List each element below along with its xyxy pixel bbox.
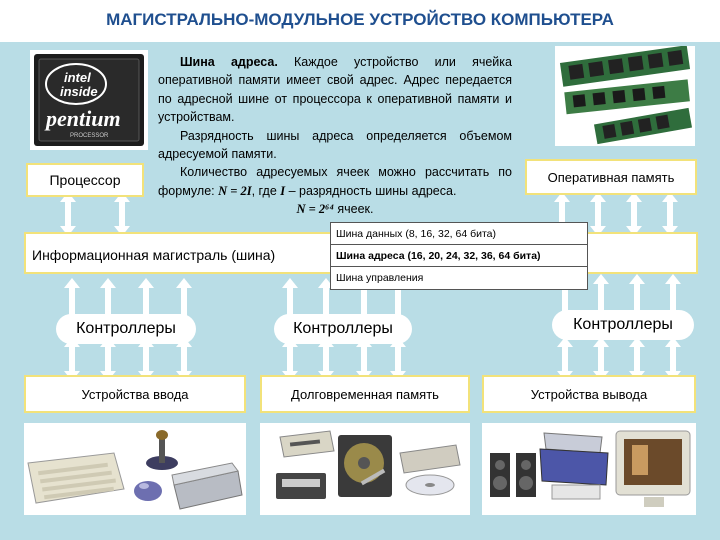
monitor-icon bbox=[616, 431, 690, 507]
input-devices-box bbox=[24, 375, 246, 413]
text-p1: Каждое устройство или ячейка оперативной памяти имеет свой адрес. Адрес передается по адресной шине от процессора к оперативной памяти и устройствам. bbox=[158, 55, 512, 125]
controllers-label: Контроллеры bbox=[76, 320, 176, 337]
scanner-icon bbox=[172, 463, 242, 509]
controllers-output bbox=[552, 310, 694, 340]
bus-row-data: Шина данных (8, 16, 32, 64 бита) bbox=[331, 223, 587, 245]
cpu-logo-line4: PROCESSOR bbox=[70, 133, 109, 139]
arrow-ram-bus-4 bbox=[662, 192, 678, 236]
ram-label: Оперативная память bbox=[547, 169, 675, 185]
arrow-cpu-bus-1 bbox=[60, 192, 76, 236]
ram-box bbox=[525, 159, 697, 195]
controllers-storage bbox=[274, 314, 412, 344]
text-p3c: – разрядность шины адреса. bbox=[285, 183, 457, 198]
speaker-icon bbox=[490, 453, 536, 497]
bus-row-address: Шина адреса (16, 20, 24, 32, 36, 64 бита) bbox=[331, 245, 587, 267]
arrow-cpu-bus-2 bbox=[114, 192, 130, 236]
mouse-icon bbox=[134, 481, 162, 501]
arrow-ram-bus-2 bbox=[590, 192, 606, 236]
arrow-ram-bus-3 bbox=[626, 192, 642, 236]
cpu-logo-line2: inside bbox=[60, 84, 98, 99]
text-formula-inline: N = 2I bbox=[218, 183, 252, 198]
page-title: МАГИСТРАЛЬНО-МОДУЛЬНОЕ УСТРОЙСТВО КОМПЬЮТЕРА bbox=[106, 10, 614, 29]
text-p3a: Количество адресуемых ячеек можно рассчитать по формуле: bbox=[158, 165, 512, 198]
floppy-drive-icon bbox=[280, 431, 334, 457]
text-var: I bbox=[280, 183, 286, 198]
cpu-logo-line3: pentium bbox=[46, 106, 121, 131]
controllers-label: Контроллеры bbox=[573, 316, 673, 333]
cpu-logo-line1: intel bbox=[64, 70, 91, 85]
storage-photo bbox=[260, 423, 470, 515]
text-p2: Разрядность шины адреса определяется объемом адресуемой памяти. bbox=[158, 128, 512, 162]
keyboard-icon bbox=[28, 453, 124, 503]
controllers-label: Контроллеры bbox=[293, 320, 393, 337]
processor-box bbox=[26, 163, 144, 197]
cassette-icon bbox=[276, 473, 326, 499]
output-devices-label: Устройства вывода bbox=[530, 386, 648, 402]
bus-types-table bbox=[330, 222, 588, 290]
processor-label: Процессор bbox=[49, 172, 121, 188]
hard-disk-icon bbox=[338, 435, 392, 497]
joystick-icon bbox=[146, 430, 178, 470]
controllers-input bbox=[56, 314, 196, 344]
input-devices-photo bbox=[24, 423, 246, 515]
cd-drive-icon bbox=[400, 445, 460, 495]
input-devices-label: Устройства ввода bbox=[81, 386, 189, 402]
bus-label: Информационная магистраль (шина) bbox=[32, 247, 276, 263]
printer-icon bbox=[540, 433, 608, 499]
storage-box bbox=[260, 375, 470, 413]
output-devices-box bbox=[482, 375, 696, 413]
text-formula: N = 2⁶⁴ bbox=[296, 202, 334, 217]
text-p3b: , где bbox=[251, 183, 281, 198]
storage-label: Долговременная память bbox=[291, 386, 439, 402]
output-devices-photo bbox=[482, 423, 696, 515]
text-heading: Шина адреса. bbox=[180, 55, 278, 69]
bus-row-control: Шина управления bbox=[336, 272, 424, 284]
text-formula-suffix: ячеек. bbox=[333, 202, 374, 217]
